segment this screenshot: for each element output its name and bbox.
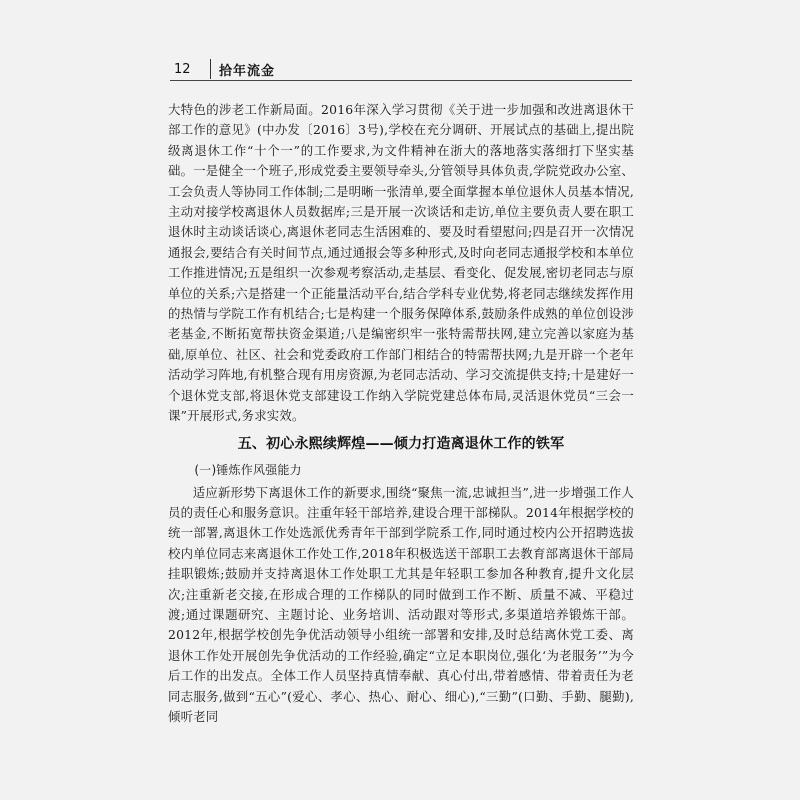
- paragraph-continued: 大特色的涉老工作新局面。2016年深入学习贯彻《关于进一步加强和改进离退休干部工作的意见》(中办发〔2016〕3号),学校在充分调研、开展试点的基础上,提出院级离退休工作“十个一”的工作要求,为文件精神在浙大的落地落实落细打下坚实基础。一是健全一个班子,形成党委主要领导牵头,分管领导具体负责,学院党政办公室、工会负责人等协同工作体制;二是明晰一张清单,要全面掌握本单位退休人员基本情况,主动对接学校离退休人员数据库;三是开展一次谈话和走访,单位主要负责人要在职工退休时主动谈话谈心,离退休老同志生活困难的、要及时看望慰问;四是召开一次情况通报会,要结合有关时间节点,通过通报会等多种形式,及时向老同志通报学校和本单位工作推进情况;五是组织一次参观考察活动,走基层、看变化、促发展,密切老同志与原单位的关系;六是搭建一个正能量活动平台,结合学科专业优势,将老同志继续发挥作用的热情与学院工作有机结合;七是构建一个服务保障体系,鼓励条件成熟的单位创设涉老基金,不断拓宽帮扶资金渠道;八是编密织牢一张特需帮扶网,建立完善以家庭为基础,原单位、社区、社会和党委政府工作部门相结合的特需帮扶网;九是开辟一个老年活动学习阵地,有机整合现有用房资源,为老同志活动、学习交流提供支持;十是建好一个退休党支部,将退休党支部建设工作纳入学院党建总体布局,灵活退休党员“三会一课”开展形式,务求实效。: [168, 102, 634, 424]
- page-body: [168, 100, 634, 727]
- header-rule: [170, 80, 632, 81]
- subsection-heading: (一)锤炼作风强能力: [194, 462, 302, 477]
- section-heading: 五、初心永熙续辉煌——倾力打造离退休工作的铁军: [237, 435, 565, 452]
- running-header: [170, 57, 630, 81]
- paragraph-body: 适应新形势下离退休工作的新要求,围绕“聚焦一流,忠诚担当”,进一步增强工作人员的责任心和服务意识。注重年轻干部培养,建设合理干部梯队。2014年根据学校的统一部署,离退休工作处选派优秀青年干部到学院系工作,同时通过校内公开招聘选拔校内单位同志来离退休工作处工作,2018年积极选送干部职工去教育部离退休干部局挂职锻炼;鼓励并支持离退休工作处职工尤其是年轻职工参加各种教育,提升文化层次;注重新老交接,在形成合理的工作梯队的同时做到工作不断、质量不减、平稳过渡;通过课题研究、主题讨论、业务培训、活动跟对等形式,多渠道培养锻炼干部。2012年,根据学校创先争优活动领导小组统一部署和安排,及时总结离休党工委、离退休工作处开展创先争优活动的工作经验,确定“立足本职岗位,强化‘为老服务’”为今后工作的出发点。全体工作人员坚持真情奉献、真心付出,带着感情、带着责任为老同志服务,做到“五心”(爱心、孝心、热心、耐心、细心),“三勤”(口勤、手勤、腿勤),倾听老同: [168, 484, 634, 724]
- header-divider: [210, 59, 211, 79]
- page-number: 12: [174, 61, 191, 77]
- running-title: 拾年流金: [219, 63, 276, 79]
